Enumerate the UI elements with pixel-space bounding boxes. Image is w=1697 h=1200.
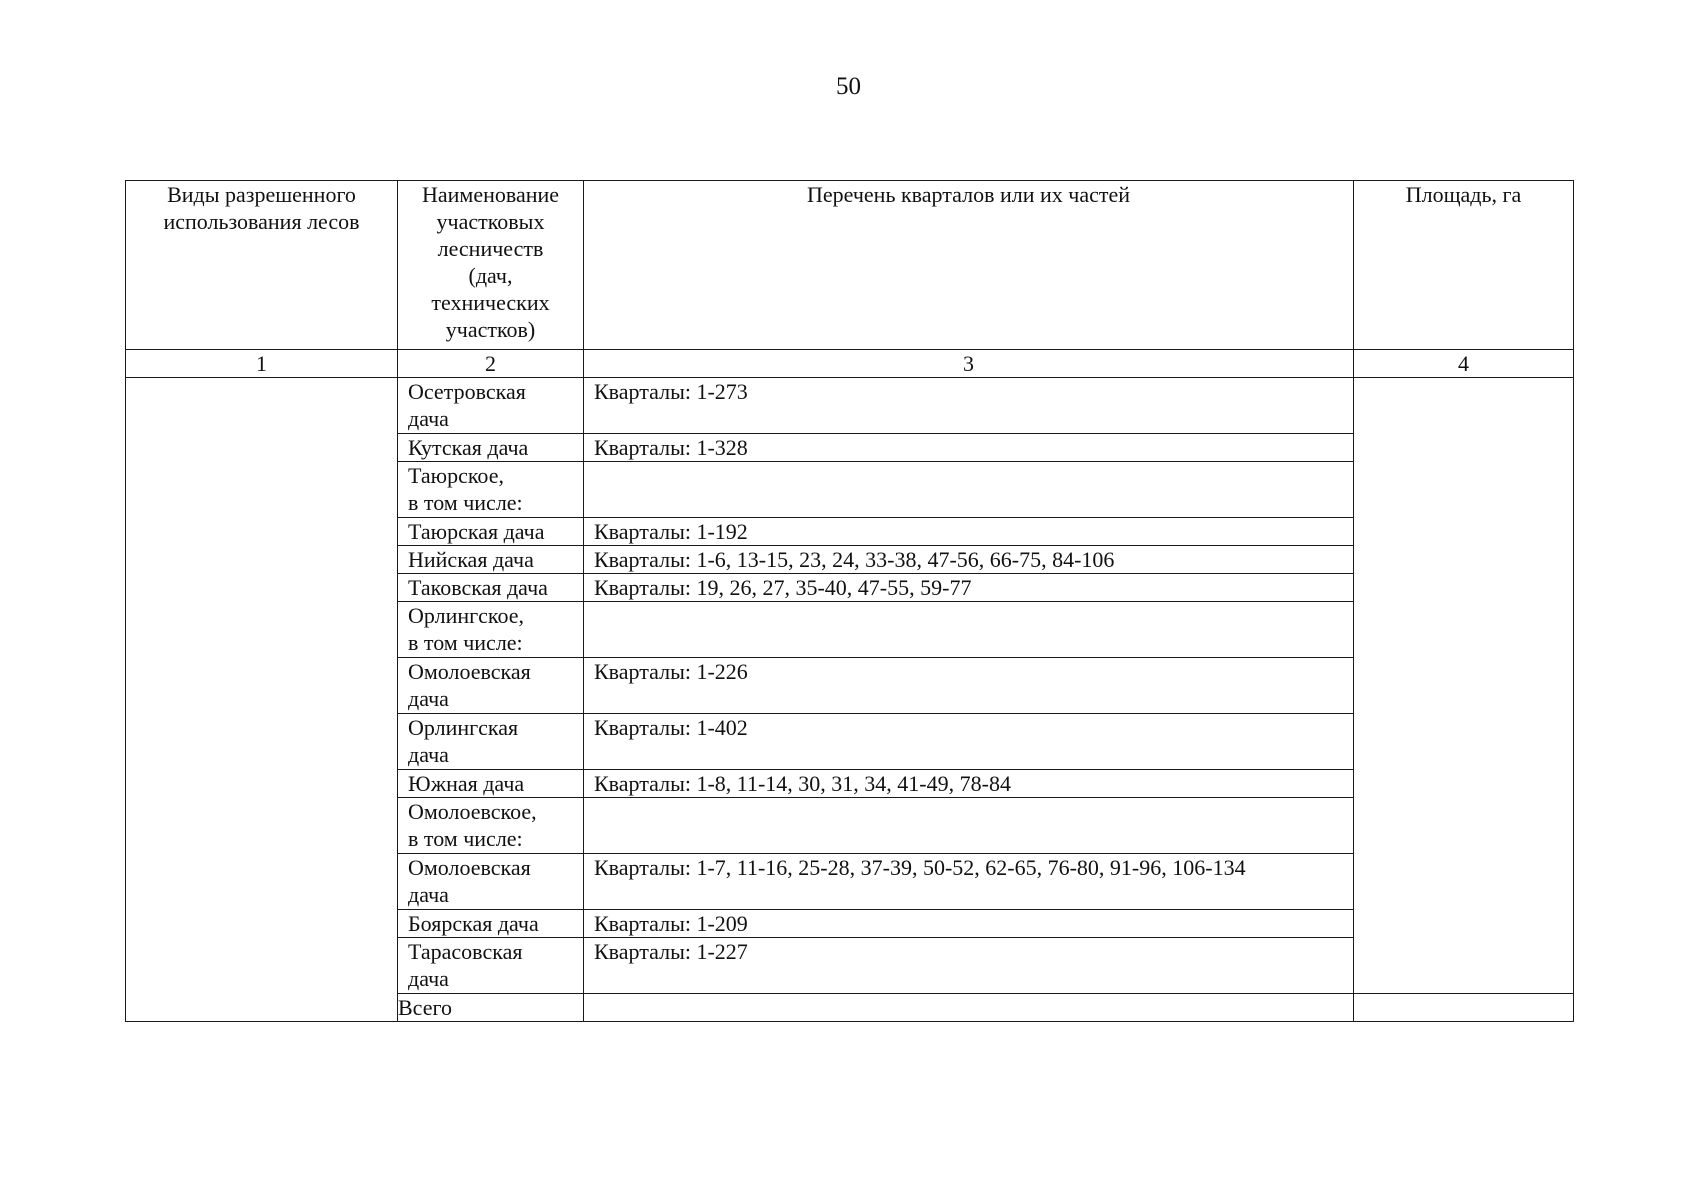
forestry-name: Омолоевская дача	[398, 658, 584, 714]
table-row	[126, 378, 1574, 434]
total-quarters-cell	[584, 994, 1354, 1022]
total-label: Всего	[398, 994, 584, 1022]
header-forestry-names-text: Наименование участковых лесничеств (дач, технических участков)	[421, 182, 560, 342]
forestry-name: Боярская дача	[398, 910, 584, 938]
forestry-name: Тарасовская дача	[398, 938, 584, 994]
forestry-name: Осетровская дача	[398, 378, 584, 434]
header-quarters-list	[584, 181, 1354, 350]
quarters-list: Кварталы: 1-273	[584, 378, 1354, 434]
total-area-cell	[1354, 994, 1574, 1022]
column-number-4: 4	[1354, 350, 1574, 378]
column-number-row	[126, 350, 1574, 378]
usage-type-cell	[126, 378, 398, 1022]
area-cell	[1354, 378, 1574, 994]
forestry-name: Нийская дача	[398, 546, 584, 574]
forestry-name: Таюрское, в том числе:	[398, 462, 584, 518]
forestry-name: Кутская дача	[398, 434, 584, 462]
forest-quarters-table	[125, 180, 1574, 1022]
header-area	[1354, 181, 1574, 350]
quarters-list	[584, 462, 1354, 518]
column-number-2: 2	[398, 350, 584, 378]
quarters-list: Кварталы: 1-209	[584, 910, 1354, 938]
forestry-name: Орлингское, в том числе:	[398, 602, 584, 658]
quarters-list: Кварталы: 1-192	[584, 518, 1354, 546]
quarters-list: Кварталы: 1-8, 11-14, 30, 31, 34, 41-49, 78-84	[584, 770, 1354, 798]
forestry-name: Омолоевское, в том числе:	[398, 798, 584, 854]
quarters-list: Кварталы: 19, 26, 27, 35-40, 47-55, 59-77	[584, 574, 1354, 602]
quarters-list: Кварталы: 1-6, 13-15, 23, 24, 33-38, 47-56, 66-75, 84-106	[584, 546, 1354, 574]
header-usage-types	[126, 181, 398, 350]
header-area-text: Площадь, га	[1405, 182, 1522, 207]
quarters-list: Кварталы: 1-7, 11-16, 25-28, 37-39, 50-52, 62-65, 76-80, 91-96, 106-134	[584, 854, 1354, 910]
page-number: 50	[836, 73, 861, 100]
forestry-name: Таковская дача	[398, 574, 584, 602]
quarters-list: Кварталы: 1-226	[584, 658, 1354, 714]
forestry-name: Южная дача	[398, 770, 584, 798]
quarters-list: Кварталы: 1-227	[584, 938, 1354, 994]
header-usage-types-text: Виды разрешенного использования лесов	[163, 182, 360, 234]
column-number-1: 1	[126, 350, 398, 378]
column-number-3: 3	[584, 350, 1354, 378]
forestry-name: Омолоевская дача	[398, 854, 584, 910]
quarters-list	[584, 602, 1354, 658]
forestry-name: Таюрская дача	[398, 518, 584, 546]
header-forestry-names	[398, 181, 584, 350]
quarters-list	[584, 798, 1354, 854]
quarters-list: Кварталы: 1-402	[584, 714, 1354, 770]
header-quarters-list-text: Перечень кварталов или их частей	[806, 182, 1131, 207]
table-header-row	[126, 181, 1574, 350]
forestry-name: Орлингская дача	[398, 714, 584, 770]
quarters-list: Кварталы: 1-328	[584, 434, 1354, 462]
